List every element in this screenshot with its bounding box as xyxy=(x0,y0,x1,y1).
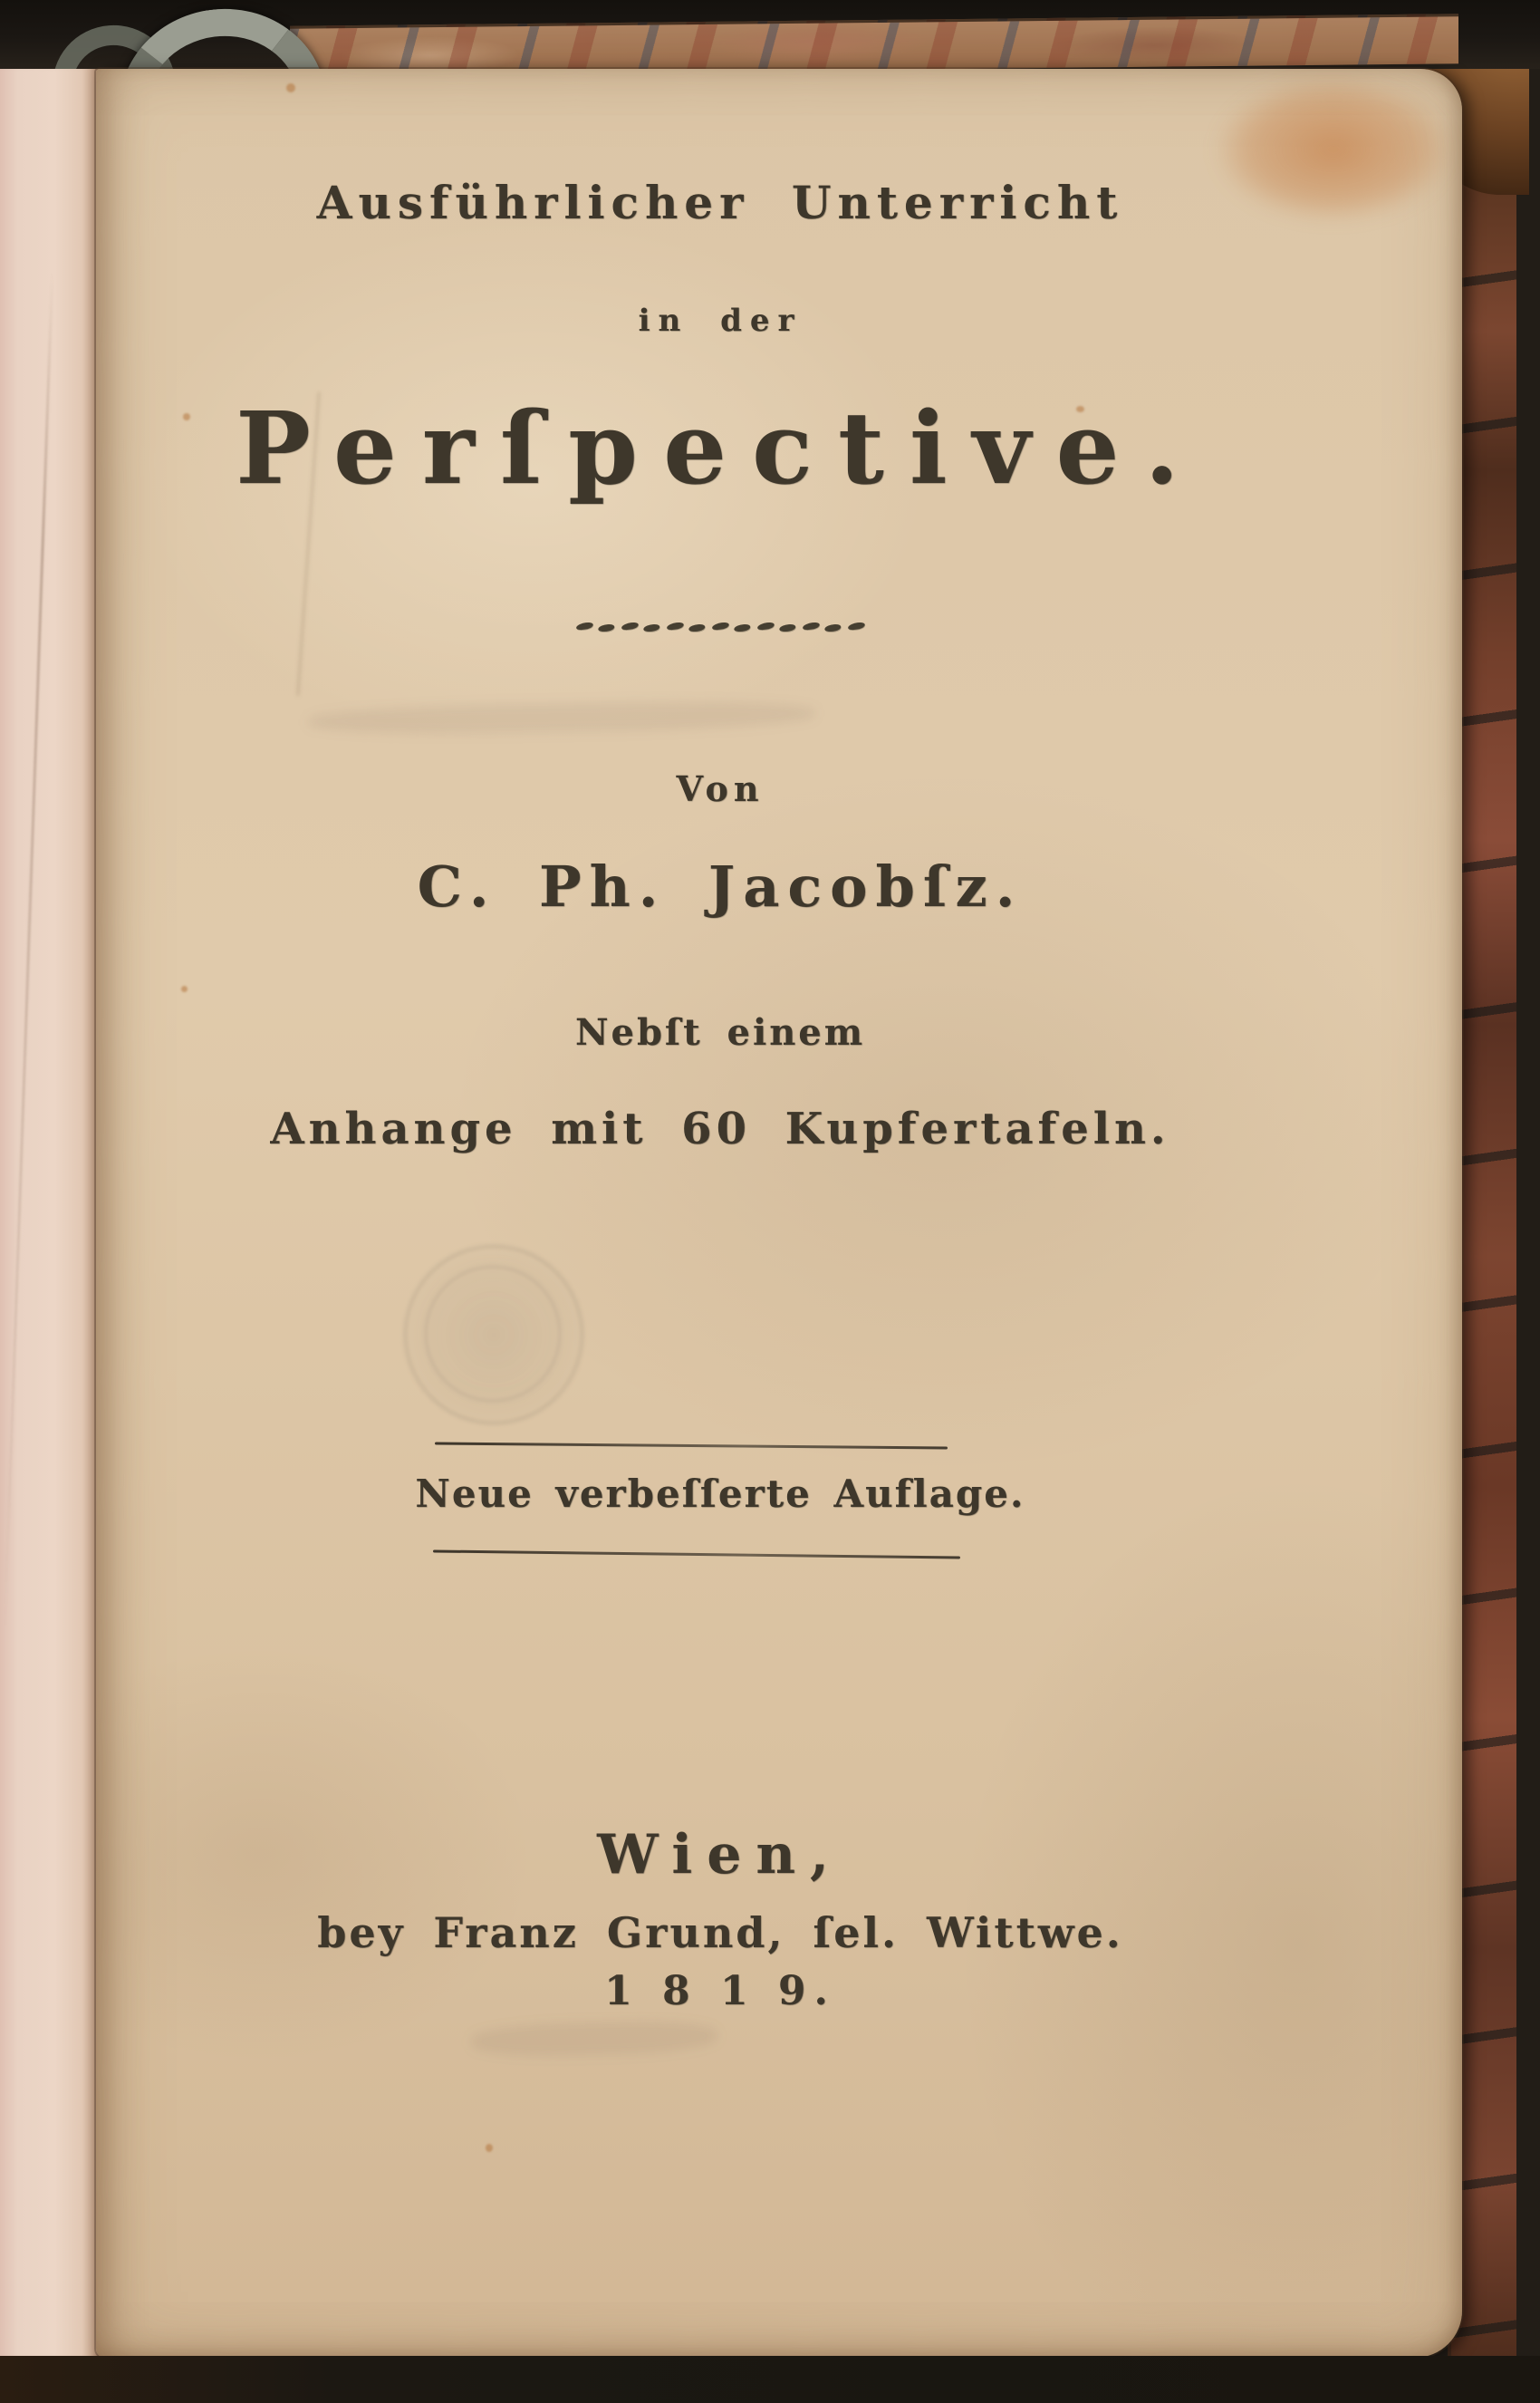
imprint-publisher: bey Franz Grund, ſel. Wittwe. xyxy=(317,1908,1123,1957)
facing-page-edge xyxy=(0,63,100,2361)
edition-note: Neue verbeſſerte Auflage. xyxy=(415,1472,1025,1516)
divider-ornament xyxy=(96,616,1344,640)
series-connector: in der xyxy=(638,303,803,339)
bottom-binding-strip xyxy=(0,2356,1540,2403)
appendix-intro: Nebſt einem xyxy=(574,1011,866,1054)
ornament-dash-icon xyxy=(732,623,752,632)
appendix-note: Anhange mit 60 Kupfertafeln. xyxy=(270,1104,1170,1154)
ornament-dash-icon xyxy=(596,623,616,632)
title-page xyxy=(96,69,1462,2358)
series-title: Ausführlicher Unterricht xyxy=(316,176,1124,229)
facing-page-crease xyxy=(4,272,53,1630)
imprint-year: 1 8 1 9. xyxy=(604,1968,836,2014)
ornament-dash-icon xyxy=(756,622,776,631)
ornament-dash-icon xyxy=(687,623,707,632)
ornament-dash-icon xyxy=(710,622,731,631)
ornament-dash-icon xyxy=(777,623,797,632)
main-title: Perſpective. xyxy=(236,390,1205,507)
ornament-dash-icon xyxy=(823,623,842,632)
imprint-city: Wien, xyxy=(597,1823,843,1887)
ornament-dash-icon xyxy=(665,622,686,631)
author-name: C. Ph. Jacobſz. xyxy=(417,854,1024,920)
ornament-dash-icon xyxy=(801,622,822,631)
ornament-dash-icon xyxy=(620,622,640,631)
ornament-dash-icon xyxy=(846,622,867,631)
byline-label: Von xyxy=(676,768,765,809)
ornament-dash-icon xyxy=(641,623,661,632)
ornament-dash-icon xyxy=(574,622,595,631)
printed-text-block xyxy=(96,69,1344,2358)
